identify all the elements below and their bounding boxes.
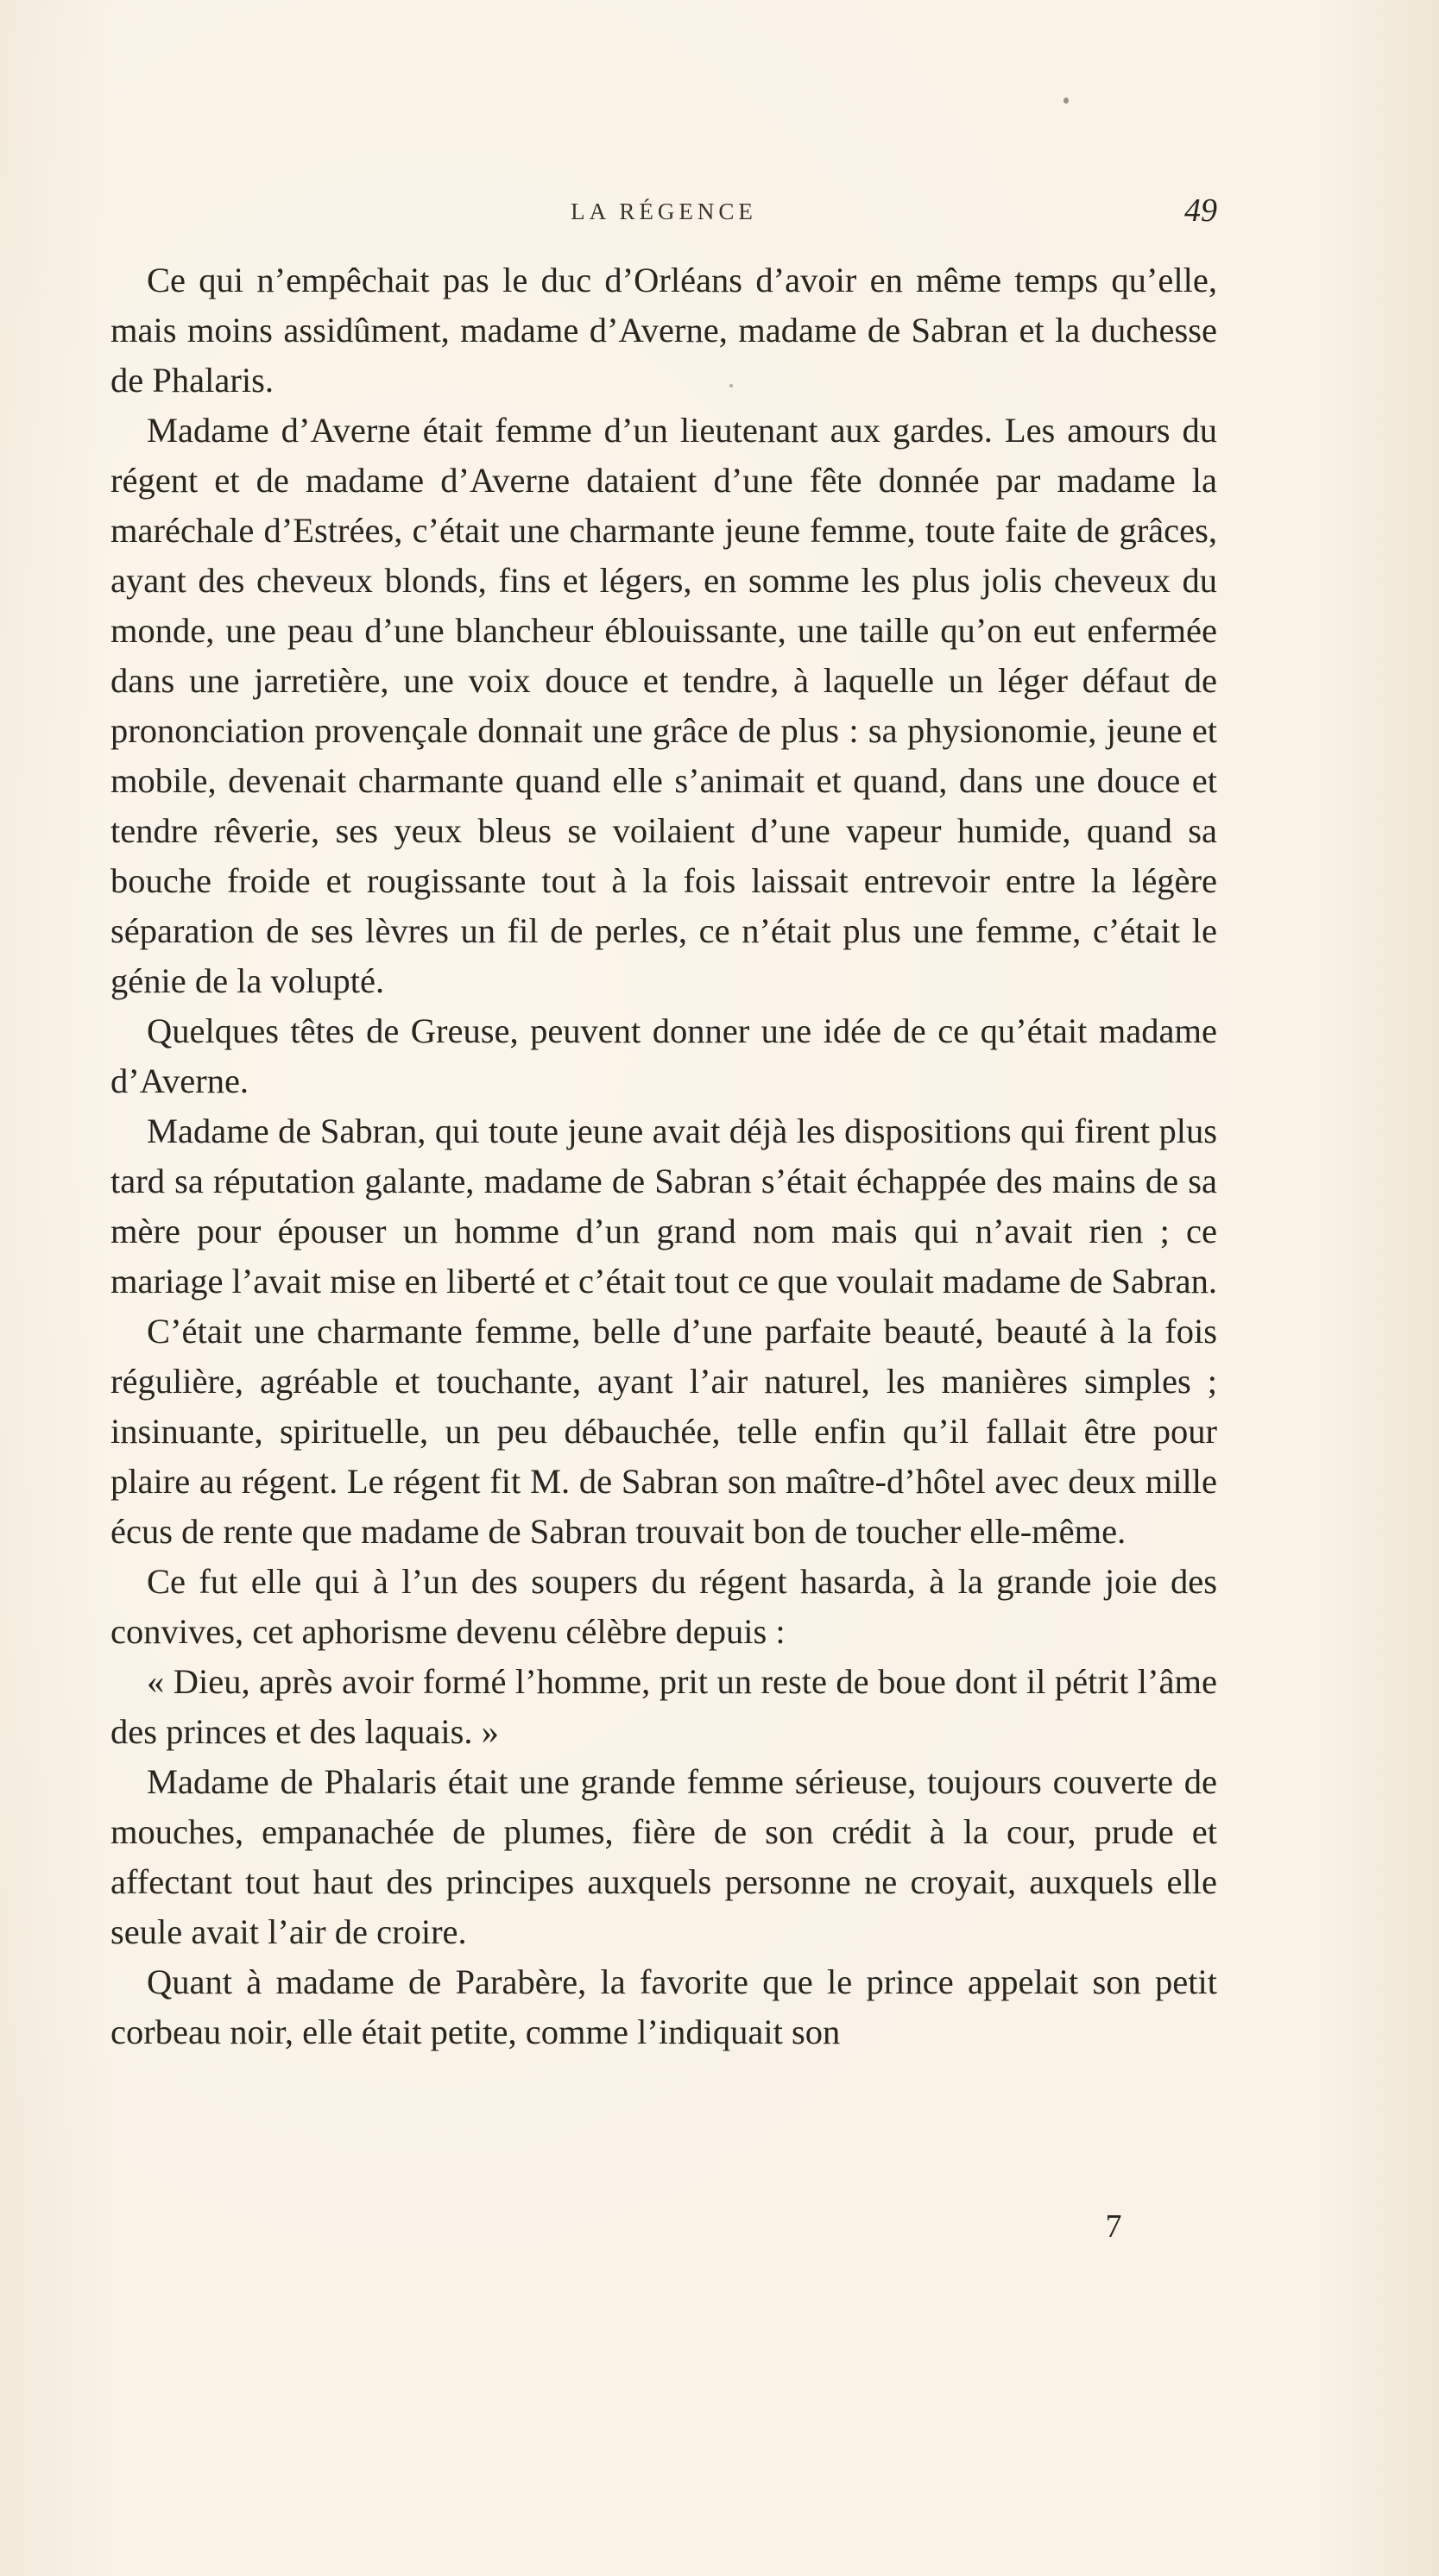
paper-speck	[1063, 98, 1069, 104]
paragraph: Madame de Sabran, qui toute jeune avait déjà les dispositions qui firent plus tard sa réputation galante, madame de Sabran s’était échappée des mains de sa mère pour épouser un homme d’un grand nom mais qui n’avait rien ; ce mariage l’avait mise en liberté et c’était tout ce que voulait madame de Sabran.	[110, 1112, 1217, 1301]
paragraph: Ce fut elle qui à l’un des soupers du régent hasarda, à la grande joie des convives, cet aphorisme devenu célèbre depuis :	[110, 1562, 1217, 1651]
page-number: 49	[1184, 192, 1217, 229]
signature-mark: 7	[1105, 2208, 1122, 2245]
paragraph: Ce qui n’empêchait pas le duc d’Orléans d’avoir en même temps qu’elle, mais moins assidûment, madame d’Averne, madame de Sabran et la duchesse de Phalaris.	[110, 261, 1217, 400]
body-text	[110, 255, 1217, 2057]
paragraph: C’était une charmante femme, belle d’une parfaite beauté, beauté à la fois régulière, agréable et touchante, ayant l’air naturel, les manières simples ; insinuante, spirituelle, un peu débauchée, telle enfin qu’il fallait être pour plaire au régent. Le régent fit M. de Sabran son maître-d’hôtel avec deux mille écus de rente que madame de Sabran trouvait bon de toucher elle-même.	[110, 1312, 1217, 1551]
paragraph: Quelques têtes de Greuse, peuvent donner une idée de ce qu’était madame d’Averne.	[110, 1011, 1217, 1100]
paragraph: Madame d’Averne était femme d’un lieutenant aux gardes. Les amours du régent et de madame d’Averne dataient d’une fête donnée par madame la maréchale d’Estrées, c’était une charmante jeune femme, toute faite de grâces, ayant des cheveux blonds, fins et légers, en somme les plus jolis cheveux du monde, une peau d’une blancheur éblouissante, une taille qu’on eut enfermée dans une jarretière, une voix douce et tendre, à laquelle un léger défaut de prononciation provençale donnait une grâce de plus : sa physionomie, jeune et mobile, devenait charmante quand elle s’animait et quand, dans une douce et tendre rêverie, ses yeux bleus se voilaient d’une vapeur humide, quand sa bouche froide et rougissante tout à la fois laissait entrevoir entre la légère séparation de ses lèvres un fil de perles, ce n’était plus une femme, c’était le génie de la volupté.	[110, 411, 1217, 1000]
running-title: LA RÉGENCE	[571, 198, 757, 224]
page-header	[110, 192, 1217, 235]
paragraph: Quant à madame de Parabère, la favorite que le prince appelait son petit corbeau noir, elle était petite, comme l’indiquait son	[110, 1962, 1217, 2051]
paragraph: Madame de Phalaris était une grande femme sérieuse, toujours couverte de mouches, empanachée de plumes, fière de son crédit à la cour, prude et affectant tout haut des principes auxquels personne ne croyait, auxquels elle seule avait l’air de croire.	[110, 1762, 1217, 1951]
paragraph: « Dieu, après avoir formé l’homme, prit un reste de boue dont il pétrit l’âme des princes et des laquais. »	[110, 1662, 1217, 1751]
